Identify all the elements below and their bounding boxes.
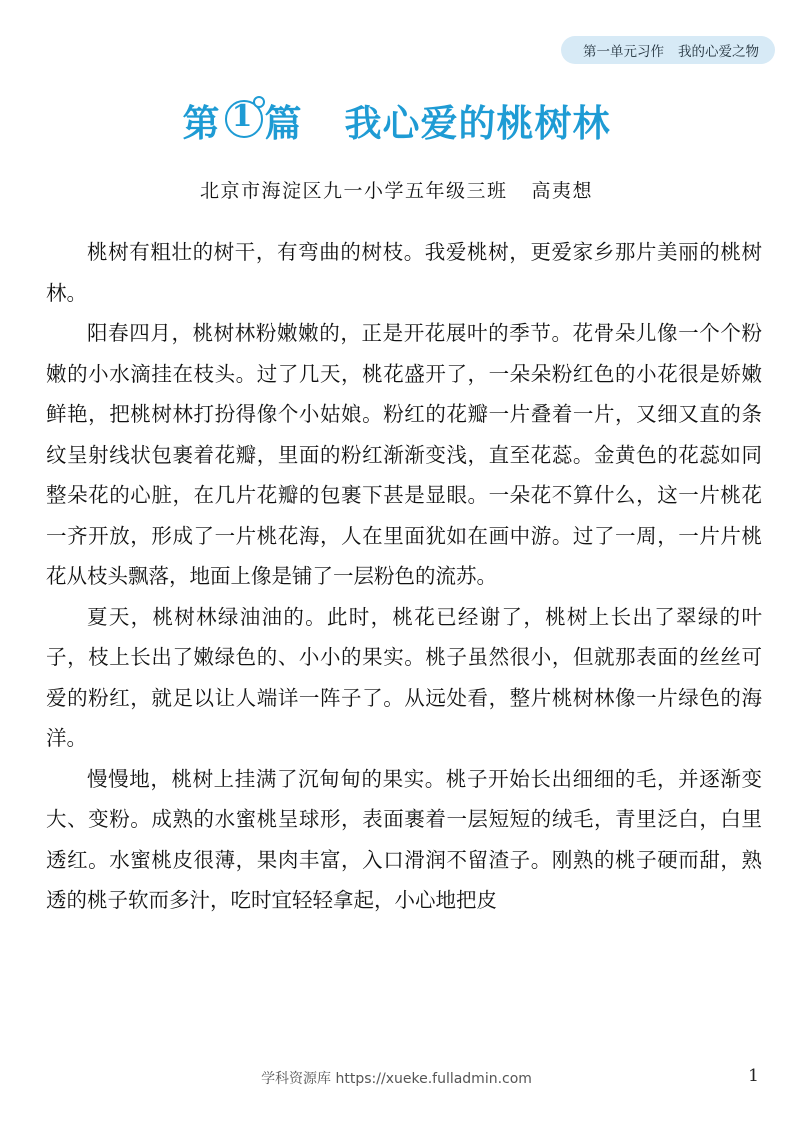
page-title [0,93,793,147]
paragraph: 夏天，桃树林绿油油的。此时，桃花已经谢了，桃树上长出了翠绿的叶子，枝上长出了嫩绿色的、小小的果实。桃子虽然很小，但就那表面的丝丝可爱的粉红，就足以让人端详一阵子了。从远处看，整片桃树林像一片绿色的海洋。 [46,604,762,750]
footer-watermark: 学科资源库 https://xueke.fulladmin.com [261,1071,532,1087]
byline [0,176,793,203]
title-suffix: 篇 [264,102,303,145]
paragraph: 桃树有粗壮的树干，有弯曲的树枝。我爱桃树，更爱家乡那片美丽的桃树林。 [46,240,762,305]
paragraph: 慢慢地，桃树上挂满了沉甸甸的果实。桃子开始长出细细的毛，并逐渐变大、变粉。成熟的水蜜桃呈球形，表面裹着一层短短的绒毛，青里泛白，白里透红。水蜜桃皮很薄，果肉丰富，入口滑润不留渣子。刚熟的桃子硬而甜，熟透的桃子软而多汁，吃时宜轻轻拿起，小心地把皮 [46,766,762,912]
number-badge [223,100,263,140]
unit-label: 第一单元习作 [583,44,664,60]
essay-body [46,232,762,921]
title-number: 1 [231,99,254,134]
title-text: 我心爱的桃树林 [344,102,611,145]
unit-header-tag [561,36,775,64]
page-number: 1 [748,1066,759,1086]
school-name: 北京市海淀区九一小学五年级三班 [199,180,508,202]
topic-label: 我的心爱之物 [678,44,759,60]
paragraph: 阳春四月，桃树林粉嫩嫩的，正是开花展叶的季节。花骨朵儿像一个个粉嫩的小水滴挂在枝头。过了几天，桃花盛开了，一朵朵粉红色的小花很是娇嫩鲜艳，把桃树林打扮得像个小姑娘。粉红的花瓣一片叠着一片，又细又直的条纹呈射线状包裹着花瓣，里面的粉红渐渐变浅，直至花蕊。金黄色的花蕊如同整朵花的心脏，在几片花瓣的包裹下甚是显眼。一朵花不算什么，这一片桃花一齐开放，形成了一片桃花海，人在里面犹如在画中游。过了一周，一片片桃花从枝头飘落，地面上像是铺了一层粉色的流苏。 [46,321,762,588]
author-name: 高夷想 [531,180,594,202]
title-prefix: 第 [182,102,221,145]
